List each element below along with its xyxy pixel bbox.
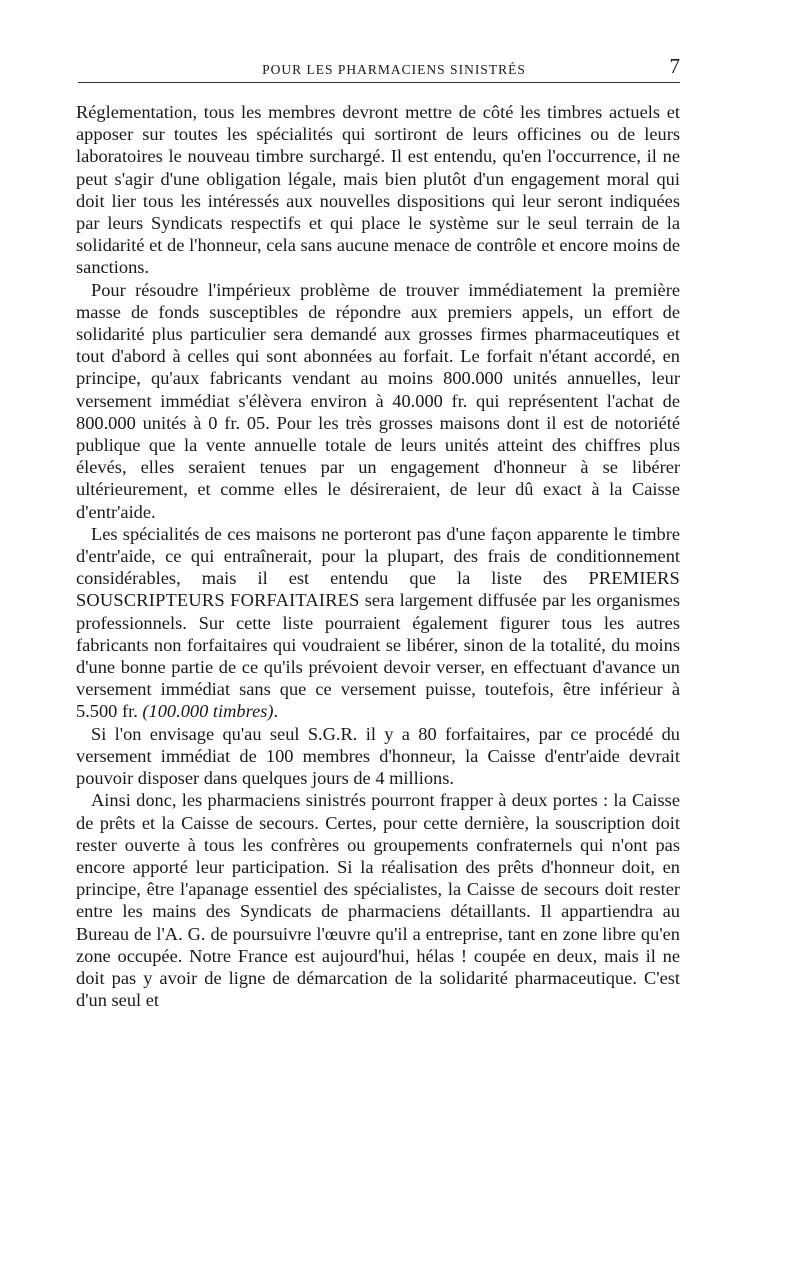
paragraph-3-text-middle: sera largement diffusée par les organismes professionnels. Sur cette liste pourraient également figurer tous les autres fabricants non forfaitaires qui voudraient se libérer, sinon de la totalité, du moins d'une bonne partie de ce qu'ils prévoient devoir verser, en effectuant d'avance un versement immédiat sans que ce versement puisse, toutefois, être inférieur à 5.500 fr. — [76, 590, 680, 722]
running-title: POUR LES PHARMACIENS SINISTRÉS — [262, 62, 526, 77]
stamp-count-italic: (100.000 timbres) — [142, 701, 274, 722]
body-text — [76, 101, 680, 1011]
paragraph-3-text-start: Les spécialités de ces maisons ne porteront pas d'une façon apparente le timbre d'entr'aide, ce qui entraînerait, pour la plupart, des frais de conditionnement considérables, mais il est entendu que la liste des — [76, 523, 680, 589]
paragraph-2: Pour résoudre l'impérieux problème de trouver immédiatement la première masse de fonds susceptibles de répondre aux premiers appels, un effort de solidarité plus particulier sera demandé aux grosses firmes pharmaceutiques et tout d'abord à celles qui sont abonnées au forfait. Le forfait n'étant accordé, en principe, qu'aux fabricants vendant au moins 800.000 unités annuelles, leur versement immédiat s'élèvera environ à 40.000 fr. qui représentent l'achat de 800.000 unités à 0 fr. 05. Pour les très grosses maisons dont il est de notoriété publique que la vente annuelle totale de leurs unités atteint des chiffres plus élevés, elles seraient tenues par un engagement d'honneur à se libérer ultérieurement, et comme elles le désireraient, de leur dû exact à la Caisse d'entr'aide. — [76, 279, 680, 522]
subscribers-list-title: PREMIERS SOUSCRIPTEURS FORFAITAIRES — [76, 568, 680, 611]
paragraph-4: Si l'on envisage qu'au seul S.G.R. il y a 80 forfaitaires, par ce procédé du versement immédiat de 100 membres d'honneur, la Caisse d'entr'aide devrait pouvoir disposer dans quelques jours de 4 millions. — [76, 723, 680, 789]
paragraph-1: Réglementation, tous les membres devront mettre de côté les timbres actuels et apposer sur toutes les spécialités qui sortiront de leurs officines ou de leurs laboratoires le nouveau timbre surchargé. Il est entendu, qu'en l'occurrence, il ne peut s'agir d'une obligation légale, mais bien plutôt d'un engagement moral qui doit lier tous les intéressés aux nouvelles dispositions qui leur seront indiquées par leurs Syndicats respectifs et qui place le système sur le seul terrain de la solidarité et de l'honneur, cela sans aucune menace de contrôle et encore moins de sanctions. — [76, 102, 680, 278]
page-number: 7 — [669, 54, 680, 78]
paragraph-3-text-end: . — [273, 701, 279, 722]
running-header — [78, 52, 680, 83]
paragraph-3 — [76, 523, 680, 723]
paragraph-5: Ainsi donc, les pharmaciens sinistrés pourront frapper à deux portes : la Caisse de prêts et la Caisse de secours. Certes, pour cette dernière, la souscription doit rester ouverte à tous les confrères ou groupements confraternels qui n'ont pas encore apporté leur participation. Si la réalisation des prêts d'honneur doit, en principe, être l'apanage essentiel des spécialistes, la Caisse de secours doit rester entre les mains des Syndicats de pharmaciens détaillants. Il appartiendra au Bureau de l'A. G. de poursuivre l'œuvre qu'il a entreprise, tant en zone libre qu'en zone occupée. Notre France est aujourd'hui, hélas ! coupée en deux, mais il ne doit pas y avoir de ligne de démarcation de la solidarité pharmaceutique. C'est d'un seul et — [76, 790, 680, 1011]
